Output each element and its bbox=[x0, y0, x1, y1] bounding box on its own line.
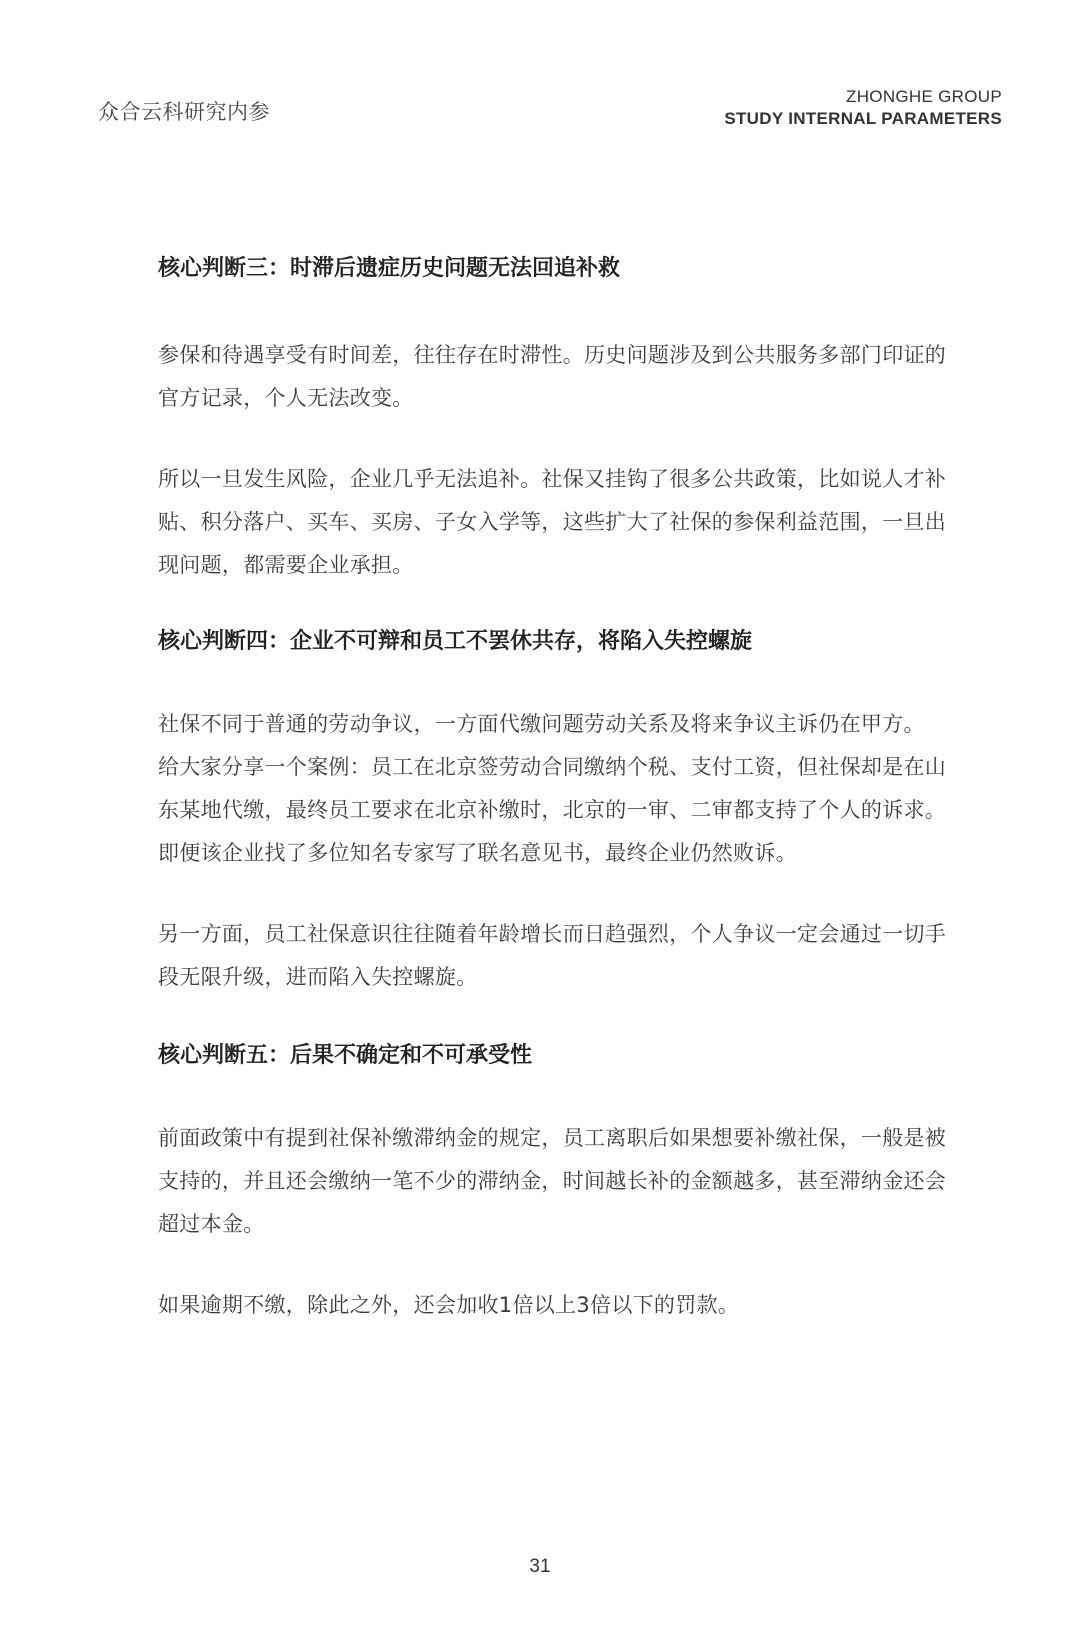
publication-header-en bbox=[724, 86, 1002, 130]
section-heading-3: 核心判断三：时滞后遗症历史问题无法回追补救 bbox=[158, 256, 621, 281]
page-number: 31 bbox=[529, 1556, 551, 1577]
paragraph: 社保不同于普通的劳动争议，一方面代缴问题劳动关系及将来争议主诉仍在甲方。 bbox=[158, 712, 925, 736]
paragraph: 所以一旦发生风险，企业几乎无法追补。社保又挂钩了很多公共政策，比如说人才补贴、积分落户、买车、买房、子女入学等，这些扩大了社保的参保利益范围，一旦出现问题，都需要企业承担。 bbox=[158, 467, 947, 577]
article-body bbox=[158, 248, 948, 1327]
publication-title: 众合云科研究内参 bbox=[98, 100, 270, 124]
paragraph: 给大家分享一个案例：员工在北京签劳动合同缴纳个税、支付工资，但社保却是在山东某地代缴，最终员工要求在北京补缴时，北京的一审、二审都支持了个人的诉求。即便该企业找了多位知名专家写了联名意见书，最终企业仍然败诉。 bbox=[158, 755, 947, 865]
paragraph: 如果逾期不缴，除此之外，还会加收1倍以上3倍以下的罚款。 bbox=[158, 1293, 740, 1317]
section-heading-5: 核心判断五：后果不确定和不可承受性 bbox=[158, 1043, 533, 1068]
header-subtitle: STUDY INTERNAL PARAMETERS bbox=[724, 109, 1002, 128]
paragraph: 参保和待遇享受有时间差，往往存在时滞性。历史问题涉及到公共服务多部门印证的官方记录，个人无法改变。 bbox=[158, 343, 947, 410]
section-heading-4: 核心判断四：企业不可辩和员工不罢休共存，将陷入失控螺旋 bbox=[158, 629, 753, 654]
paragraph: 前面政策中有提到社保补缴滞纳金的规定，员工离职后如果想要补缴社保，一般是被支持的，并且还会缴纳一笔不少的滞纳金，时间越长补的金额越多，甚至滞纳金还会超过本金。 bbox=[158, 1126, 947, 1236]
group-name: ZHONGHE GROUP bbox=[846, 87, 1002, 106]
paragraph: 另一方面，员工社保意识往往随着年龄增长而日趋强烈，个人争议一定会通过一切手段无限升级，进而陷入失控螺旋。 bbox=[158, 922, 947, 989]
